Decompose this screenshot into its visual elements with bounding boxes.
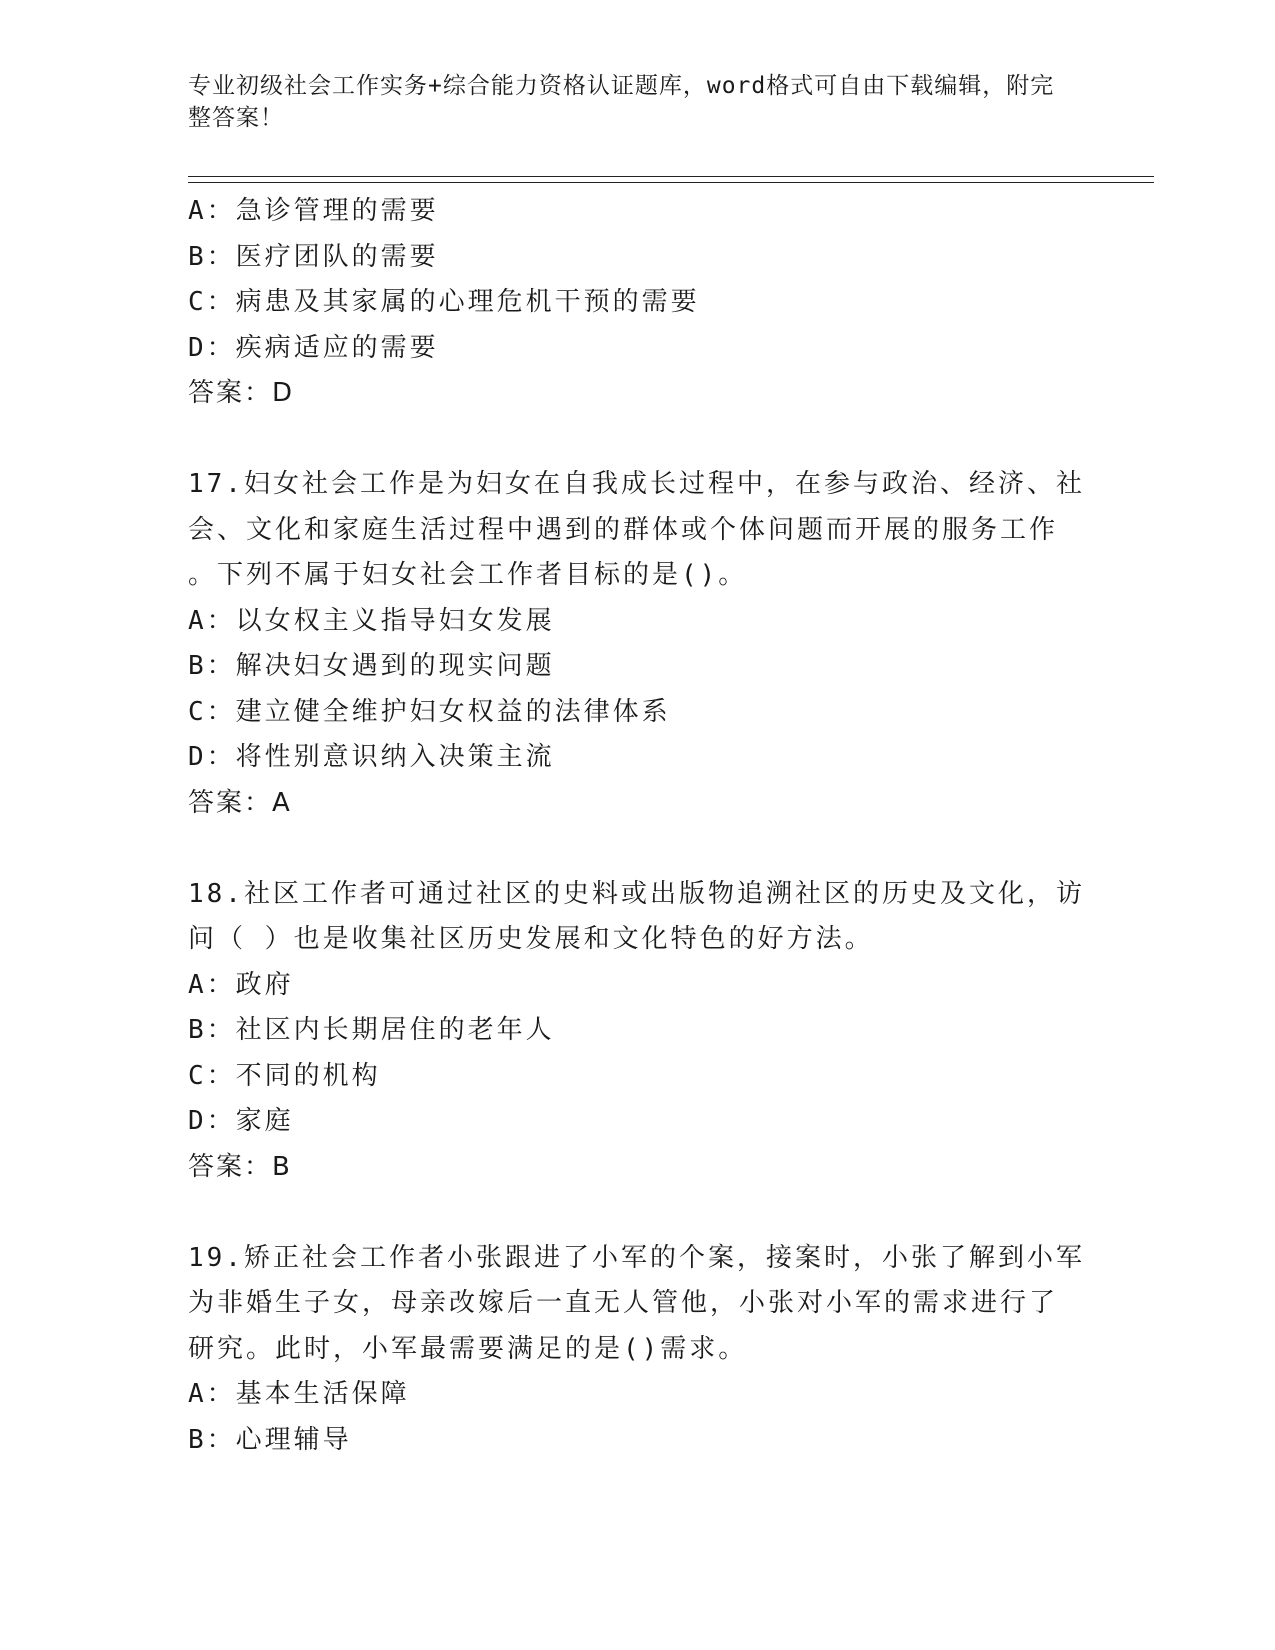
question-stem-line: 19.矫正社会工作者小张跟进了小军的个案，接案时，小张了解到小军 — [188, 1242, 1085, 1273]
question-stem-line: 会、文化和家庭生活过程中遇到的群体或个体问题而开展的服务工作 — [188, 514, 1059, 545]
question-16 — [188, 189, 1068, 417]
option-b: B：医疗团队的需要 — [188, 241, 439, 272]
header-line-2: 整答案！ — [188, 105, 284, 131]
question-17 — [188, 462, 1085, 826]
option-c: C：建立健全维护妇女权益的法律体系 — [188, 696, 671, 727]
header-divider-bottom — [188, 182, 1154, 183]
question-spacer — [188, 1190, 1068, 1236]
question-19 — [188, 1236, 1085, 1464]
option-a: A：基本生活保障 — [188, 1379, 410, 1409]
question-stem-line: 问（ ）也是收集社区历史发展和文化特色的好方法。 — [188, 924, 874, 954]
question-spacer — [188, 417, 1068, 463]
option-a: A：政府 — [188, 969, 294, 1000]
question-list — [188, 189, 1085, 1463]
option-b: B：社区内长期居住的老年人 — [188, 1015, 555, 1045]
option-c: C：不同的机构 — [188, 1060, 381, 1091]
option-b: B：心理辅导 — [188, 1424, 352, 1455]
answer: 答案：B — [188, 1151, 292, 1182]
option-d: D：家庭 — [188, 1106, 294, 1136]
option-d: D：疾病适应的需要 — [188, 332, 439, 363]
document-header — [188, 70, 1068, 134]
option-d: D：将性别意识纳入决策主流 — [188, 742, 555, 772]
answer: 答案：A — [188, 787, 292, 818]
option-c: C：病患及其家属的心理危机干预的需要 — [188, 287, 700, 317]
question-stem-line: 。下列不属于妇女社会工作者目标的是()。 — [188, 560, 748, 590]
question-stem-line: 研究。此时，小军最需要满足的是()需求。 — [188, 1333, 748, 1364]
question-18 — [188, 872, 1085, 1191]
question-stem-line: 为非婚生子女，母亲改嫁后一直无人管他，小张对小军的需求进行了 — [188, 1288, 1059, 1318]
option-a: A：急诊管理的需要 — [188, 196, 439, 226]
option-a: A：以女权主义指导妇女发展 — [188, 605, 555, 636]
question-spacer — [188, 826, 1068, 872]
answer: 答案：D — [188, 378, 295, 408]
question-stem-line: 17.妇女社会工作是为妇女在自我成长过程中，在参与政治、经济、社 — [188, 469, 1085, 499]
question-stem-line: 18.社区工作者可通过社区的史料或出版物追溯社区的历史及文化，访 — [188, 878, 1085, 909]
header-divider-top — [188, 176, 1154, 177]
header-line-1: 专业初级社会工作实务+综合能力资格认证题库，word格式可自由下载编辑，附完 — [188, 73, 1055, 99]
option-b: B：解决妇女遇到的现实问题 — [188, 651, 555, 681]
